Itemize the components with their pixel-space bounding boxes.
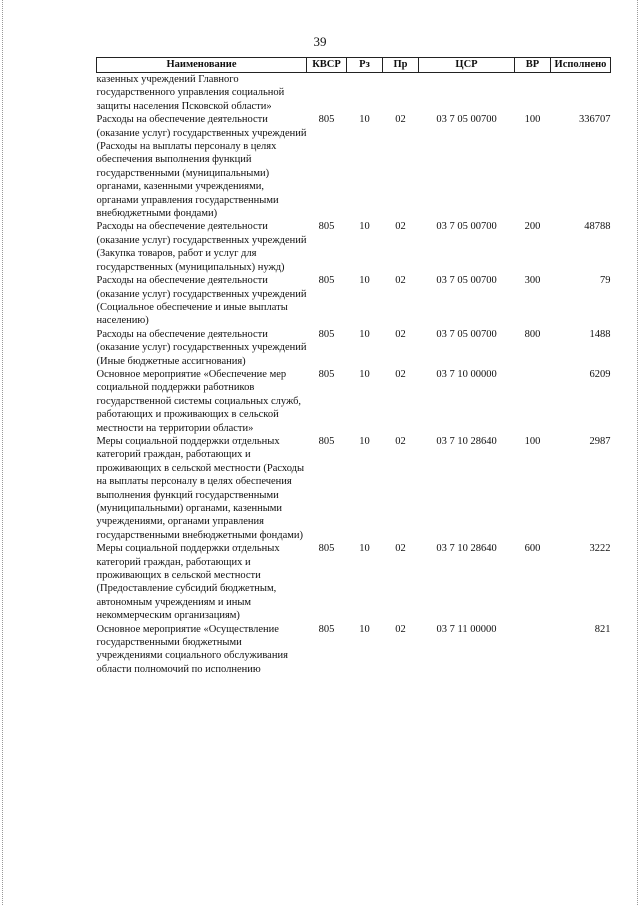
scan-edge-right — [636, 0, 638, 905]
cell-pr: 02 — [395, 275, 406, 287]
cell-pr: 02 — [395, 435, 406, 447]
cell-csr: 03 7 10 28640 — [436, 543, 497, 555]
cell-executed: 3222 — [589, 543, 611, 555]
cell-pr: 02 — [395, 114, 406, 126]
cell-executed — [551, 73, 611, 114]
header-rz: Рз — [347, 58, 383, 73]
cell-csr — [419, 73, 515, 114]
cell-vr: 600 — [524, 543, 541, 555]
cell-csr: 03 7 05 00700 — [436, 275, 497, 287]
scan-edge-left — [2, 0, 4, 905]
cell-kvsr: 805 — [318, 543, 335, 555]
cell-name: Меры социальной поддержки отдельных категорий граждан, работающих и проживающих в сельской местности (Предоставление субсидий бюджетным, автономным учреждениям и иным некоммерческим организациям) — [96, 543, 280, 622]
header-csr: ЦСР — [419, 58, 515, 73]
cell-name: казенных учреждений Главного государственного управления социальной защиты населения Псковской области» — [96, 74, 285, 112]
table-row — [97, 274, 611, 328]
cell-kvsr: 805 — [318, 221, 335, 233]
cell-vr: 200 — [524, 221, 541, 233]
cell-csr: 03 7 05 00700 — [436, 328, 497, 340]
header-kvsr: КВСР — [307, 58, 347, 73]
cell-vr — [515, 73, 551, 114]
cell-kvsr: 805 — [318, 328, 335, 340]
cell-vr: 100 — [524, 435, 541, 447]
header-executed: Исполнено — [551, 58, 611, 73]
cell-rz: 10 — [359, 543, 370, 555]
cell-executed: 79 — [600, 275, 611, 287]
cell-pr: 02 — [395, 328, 406, 340]
cell-rz: 10 — [359, 221, 370, 233]
table-row — [97, 73, 611, 114]
cell-executed: 336707 — [579, 114, 611, 126]
cell-rz — [347, 73, 383, 114]
header-name: Наименование — [97, 58, 307, 73]
cell-vr: 800 — [524, 328, 541, 340]
table-body — [97, 73, 611, 677]
cell-vr — [515, 623, 551, 677]
cell-name: Меры социальной поддержки отдельных категорий граждан, работающих и проживающих в сельской местности (Расходы на выплаты персоналу в целях обеспечения выполнения функций государственными (муниципальными) органами, казенными учреждениями, органами управления государственными внебюджетными фондами) — [96, 435, 305, 541]
cell-pr: 02 — [395, 623, 406, 635]
table-row — [97, 623, 611, 677]
table-row — [97, 542, 611, 622]
cell-pr: 02 — [395, 221, 406, 233]
cell-executed: 821 — [594, 623, 611, 635]
page-number: 39 — [313, 34, 327, 49]
cell-executed: 1488 — [589, 328, 611, 340]
cell-rz: 10 — [359, 368, 370, 380]
table-row — [97, 220, 611, 274]
cell-kvsr — [307, 73, 347, 114]
cell-csr: 03 7 05 00700 — [436, 221, 497, 233]
cell-rz: 10 — [359, 114, 370, 126]
header-pr: Пр — [383, 58, 419, 73]
table-row — [97, 435, 611, 542]
cell-kvsr: 805 — [318, 368, 335, 380]
table-row — [97, 113, 611, 220]
header-vr: ВР — [515, 58, 551, 73]
table-row — [97, 368, 611, 435]
cell-executed: 2987 — [589, 435, 611, 447]
cell-executed: 6209 — [589, 368, 611, 380]
cell-csr: 03 7 11 00000 — [436, 623, 497, 635]
cell-kvsr: 805 — [318, 435, 335, 447]
cell-name: Основное мероприятие «Обеспечение мер социальной поддержки работников государственной системы социальных служб, работающих и проживающих в сельской местности на территории области» — [96, 368, 302, 434]
cell-rz: 10 — [359, 328, 370, 340]
cell-name: Основное мероприятие «Осуществление государственными бюджетными учреждениями социального обслуживания области полномочий по исполнению — [96, 623, 288, 675]
table-row — [97, 328, 611, 368]
cell-name: Расходы на обеспечение деятельности (оказание услуг) государственных учреждений (Расходы на выплаты персоналу в целях обеспечения выполнения функций государственными (муниципальными) органами, казенными учреждениями, органами управления государственными внебюджетными фондами) — [96, 114, 307, 220]
cell-csr: 03 7 10 28640 — [436, 435, 497, 447]
cell-rz: 10 — [359, 623, 370, 635]
cell-pr — [383, 73, 419, 114]
cell-pr: 02 — [395, 543, 406, 555]
cell-rz: 10 — [359, 435, 370, 447]
cell-executed: 48788 — [584, 221, 611, 233]
cell-vr — [515, 368, 551, 435]
cell-pr: 02 — [395, 368, 406, 380]
cell-vr: 100 — [524, 114, 541, 126]
cell-kvsr: 805 — [318, 623, 335, 635]
cell-vr: 300 — [524, 275, 541, 287]
cell-rz: 10 — [359, 275, 370, 287]
cell-kvsr: 805 — [318, 275, 335, 287]
cell-csr: 03 7 10 00000 — [436, 368, 497, 380]
cell-kvsr: 805 — [318, 114, 335, 126]
cell-name: Расходы на обеспечение деятельности (оказание услуг) государственных учреждений (Закупка товаров, работ и услуг для государственных (муниципальных) нужд) — [96, 221, 307, 273]
cell-name: Расходы на обеспечение деятельности (оказание услуг) государственных учреждений (Иные бюджетные ассигнования) — [96, 328, 307, 367]
cell-name: Расходы на обеспечение деятельности (оказание услуг) государственных учреждений (Социальное обеспечение и иные выплаты населению) — [96, 275, 307, 327]
cell-csr: 03 7 05 00700 — [436, 114, 497, 126]
table-header — [97, 58, 611, 73]
budget-execution-table — [96, 57, 611, 676]
